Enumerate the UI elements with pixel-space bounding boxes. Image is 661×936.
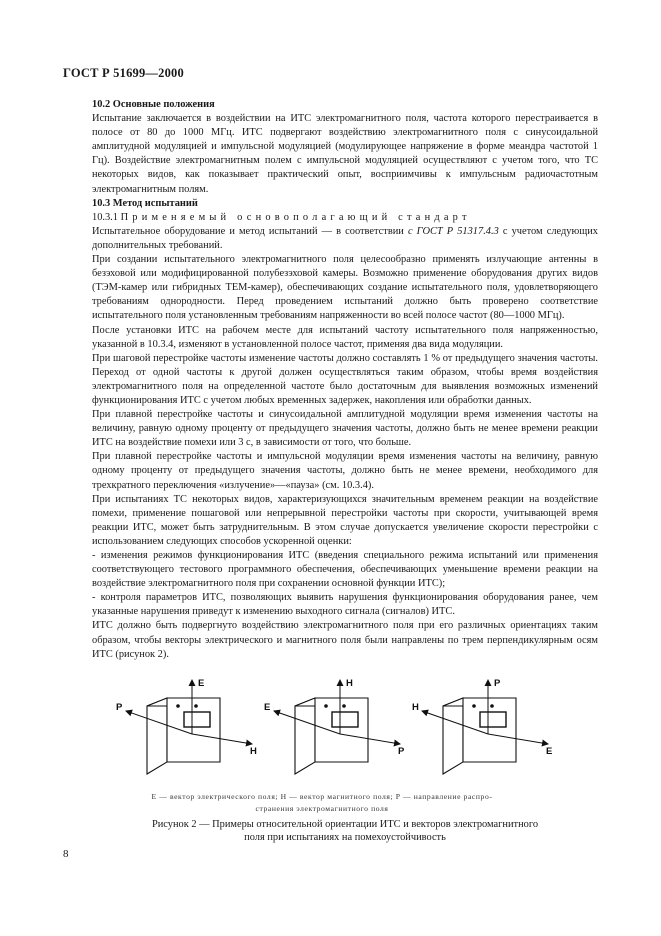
vector-up-label: H xyxy=(346,678,353,689)
paragraph-equipment-start: Испытательное оборудование и метод испытаний — в соответствии xyxy=(92,225,408,237)
section-10-3-heading: 10.3 Метод испытаний xyxy=(92,197,198,209)
device-side-face xyxy=(167,698,220,762)
paragraph-step-tuning: При шаговой перестройке частоты изменение частоты должно составлять 1 % от предыдущего значения частоты. Переход от одной частоты к другой должен осуществляться таким образом, чтобы время воздействия электромагнитного поля на определенной частоте было достаточным для выявления возможных изменений функционирования ИТС с учетом любых временных задержек, накопления или обработки данных. xyxy=(92,352,598,406)
vector-up-label: E xyxy=(198,678,205,689)
caption-line-2: поля при испытаниях на помехоустойчивость xyxy=(244,832,446,843)
legend-line-1: Е — вектор электрического поля; Н — вектор магнитного поля; Р — направление распро- xyxy=(151,792,493,801)
paragraph-method-parameters: - контроля параметров ИТС, позволяющих выявить нарушения функционирования оборудования ранее, чем указанные нарушения приведут к изменению выходного сигнала (сигналов) ИТС. xyxy=(92,592,598,618)
device-knob xyxy=(472,704,476,708)
vector-right-label: E xyxy=(546,746,553,757)
its-device-1 xyxy=(116,678,257,774)
device-knob xyxy=(324,704,328,708)
device-knob xyxy=(194,704,198,708)
vector-left-label: E xyxy=(264,702,271,713)
document-body xyxy=(92,98,598,662)
its-device-3 xyxy=(412,678,552,774)
subsection-10-3-1-title xyxy=(92,211,598,225)
device-knob xyxy=(490,704,494,708)
caption-line-1: Рисунок 2 — Примеры относительной ориентации ИТС и векторов электромагнитного xyxy=(151,819,539,830)
paragraph-slow-reaction: При испытаниях ТС некоторых видов, характеризующихся значительным временем реакции на воздействие помехи, применение пошаговой или непрерывной перестройки частоты при скорости, учитывающей время реакции ИТС, может быть затруднительным. В этом случае допускается увеличение скорости перестройки с использованием следующих способов ускоренной оценки: xyxy=(92,493,598,547)
device-knob xyxy=(176,704,180,708)
figure-2 xyxy=(92,668,598,788)
paragraph-method-modes: - изменения режимов функционирования ИТС (введения специального режима испытаний или применения соответствующего тестового программного обеспечения, обеспечивающих уменьшение времени реакции на воздействие электромагнитного поля при сохранении основной функции ИТС); xyxy=(92,550,598,590)
vector-right-label: P xyxy=(398,746,405,757)
vector-right-label: H xyxy=(250,746,257,757)
paragraph-equipment-end: с учетом следующих дополнительных требований. xyxy=(92,225,599,251)
figure-caption xyxy=(92,818,598,844)
figure-legend xyxy=(112,791,532,815)
device-front-face xyxy=(295,698,315,774)
subsection-title: Применяемый основополагающий стандарт xyxy=(120,211,471,223)
vector-up-label: P xyxy=(494,678,501,689)
its-device-2 xyxy=(264,678,405,774)
figure-2-drawing xyxy=(92,668,598,788)
vector-left-label: H xyxy=(412,702,419,713)
paragraph-smooth-sine: При плавной перестройке частоты и синусоидальной амплитудной модуляции время изменения частоты на величину, равную одному проценту от предыдущего значения частоты, должно быть не менее времени реакции ИТС на воздействие помехи или 3 с, в зависимости от того, что больше. xyxy=(92,409,598,449)
paragraph-installation: После установки ИТС на рабочем месте для испытаний частоту испытательного поля напряженностью, указанной в 10.3.4, изменяют в установленной полосе частот, применяя два вида модуляции. xyxy=(92,324,598,350)
device-knob xyxy=(342,704,346,708)
subsection-number: 10.3.1 xyxy=(92,211,118,223)
standard-header: ГОСТ Р 51699—2000 xyxy=(63,66,184,80)
section-10-2-body: Испытание заключается в воздействии на ИТС электромагнитного поля, частота которого перестраивается в полосе от 80 до 1000 МГц. ИТС подвергают воздействию электромагнитного поля с синусоидальной амплитудной модуляцией и импульсной модуляцией (модулирующее напряжение в форме меандра частотой 1 Гц). Воздействие электромагнитным полем с импульсной модуляцией осуществляют с учетом того, что ТС некоторых видов, как показывает практический опыт, восприимчивы к импульсным радиочастотным электромагнитным полям. xyxy=(92,113,598,195)
device-front-face xyxy=(147,698,167,774)
device-side-face xyxy=(463,698,516,762)
device-side-face xyxy=(315,698,368,762)
paragraph-equipment xyxy=(92,225,598,253)
paragraph-smooth-pulse: При плавной перестройке частоты и импульсной модуляции время изменения частоты на величину, равную одному проценту от предыдущего значения частоты, должно быть не менее времени, необходимого для трехкратного переключения «излучение»—«пауза» (см. 10.3.4). xyxy=(92,451,598,491)
paragraph-orientation: ИТС должно быть подвергнуто воздействию электромагнитного поля при его различных ориентациях таким образом, чтобы векторы электрического и магнитного поля были направлены по трем перпендикулярным осям ИТС (рисунок 2). xyxy=(92,620,598,660)
standard-reference: с ГОСТ Р 51317.4.3 xyxy=(407,225,499,237)
vector-left-label: P xyxy=(116,702,123,713)
legend-line-2: странения электромагнитного поля xyxy=(255,804,389,813)
page-number: 8 xyxy=(63,848,69,860)
paragraph-antennas: При создании испытательного электромагнитного поля целесообразно применять излучающие антенны в безэховой или модифицированной полубезэховой камеры. Возможно применение оборудования других видов (ТЭМ-камер или гибридных ТЕМ-камер), обеспечивающих создание испытательного поля, удовлетворяющего требованиям однородности. Перед проведением испытаний должно быть проверено соответствие испытательного поля установленным требованиям напряженности во всей полосе частот (80—1000 МГц). xyxy=(92,254,598,322)
section-10-2-heading: 10.2 Основные положения xyxy=(92,99,215,110)
device-front-face xyxy=(443,698,463,774)
